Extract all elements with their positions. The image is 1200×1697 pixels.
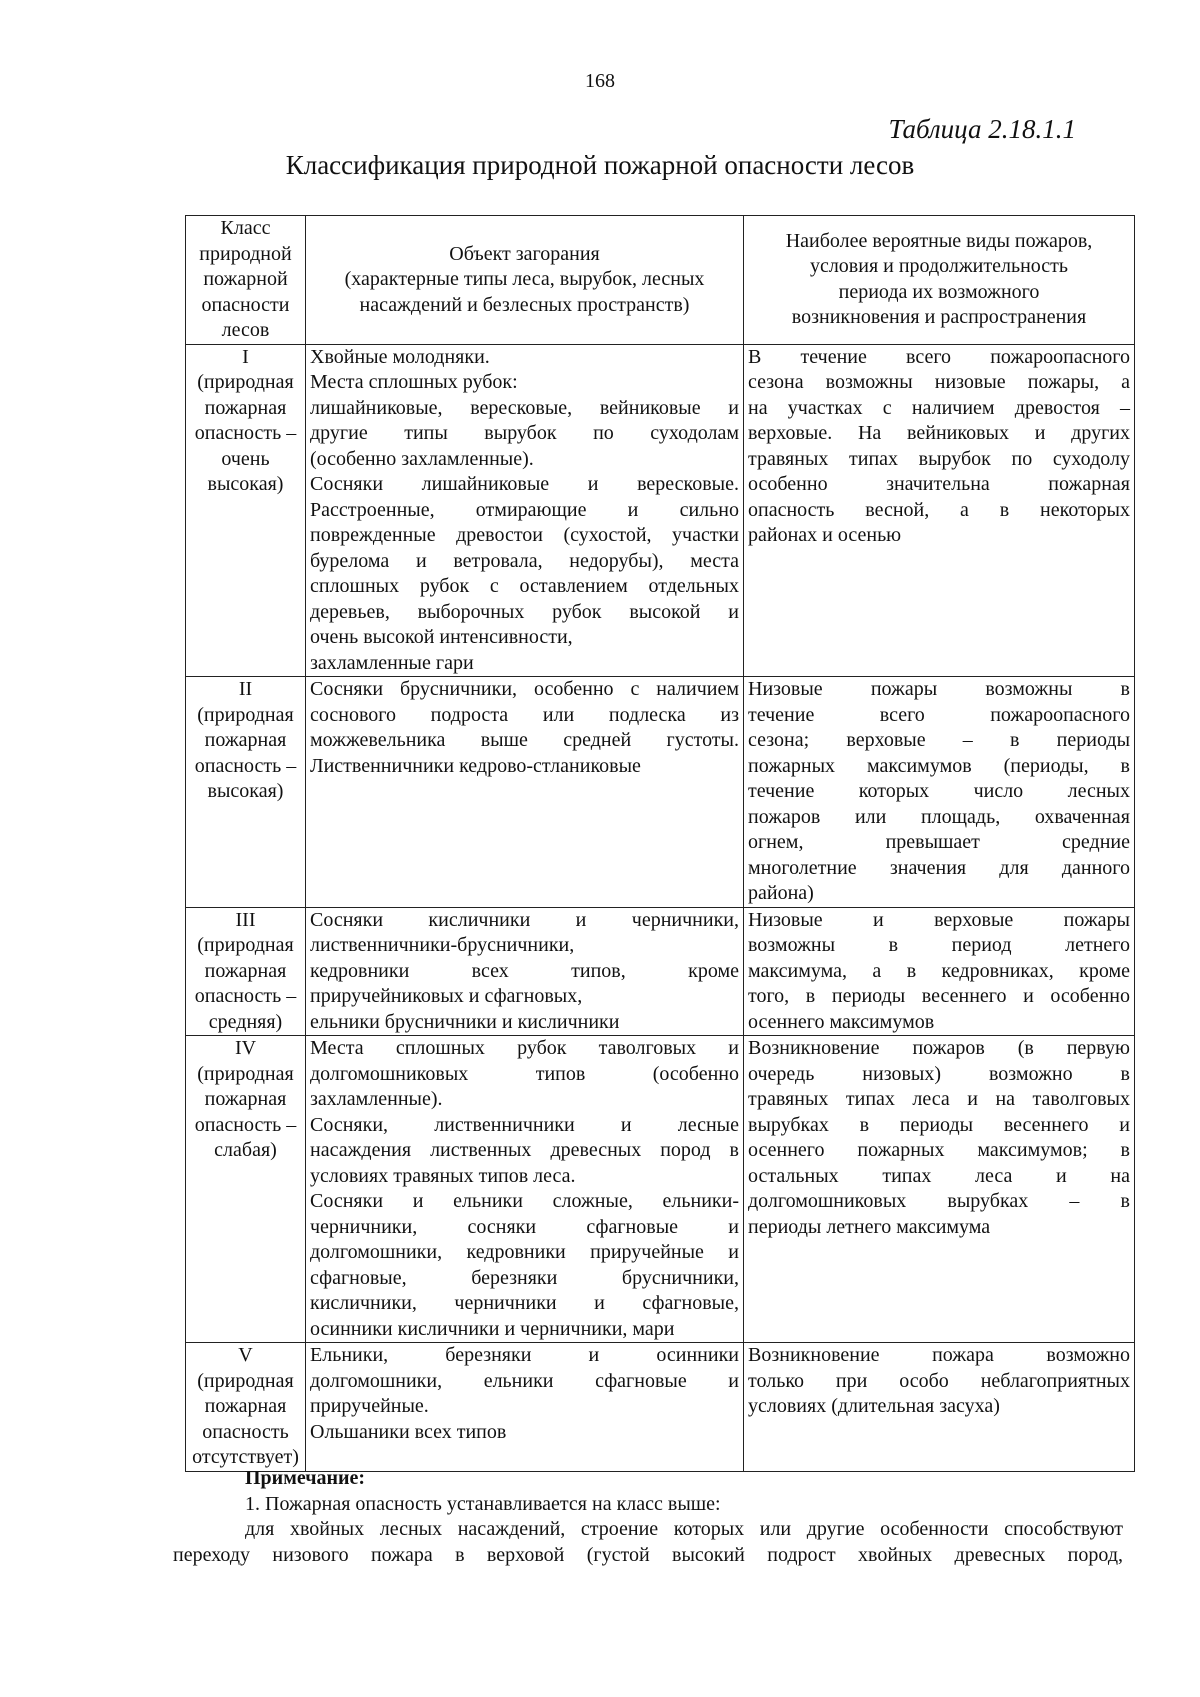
- fires-line: верховые. На вейниковых и других: [748, 422, 1130, 444]
- object-line: черничники, сосняки сфагновые и: [310, 1215, 739, 1238]
- class-line: II: [238, 678, 253, 700]
- fires-line: очередь низовых) возможно в: [748, 1062, 1130, 1085]
- row-fires-cell: [744, 677, 1135, 908]
- fires-line: течение всего пожароопасного: [748, 703, 1130, 726]
- class-line: IV: [234, 1037, 257, 1059]
- note-paragraph-line: переходу низового пожара в верховой (густой высокий подрост хвойных древесных пород,: [173, 1543, 1123, 1566]
- object-line: другие типы вырубок по суходолам: [310, 422, 739, 444]
- row-object-cell: [306, 344, 744, 677]
- fires-line: пожаров или площадь, охваченная: [748, 805, 1130, 828]
- class-line: (природная: [197, 1369, 294, 1392]
- row-object-cell: [306, 1343, 744, 1472]
- note-paragraph-line: для хвойных лесных насаждений, строение которых или другие особенности способствуют: [245, 1518, 1123, 1540]
- class-line: слабая): [214, 1139, 277, 1161]
- table-row: [186, 677, 1135, 908]
- header-class: [186, 216, 306, 345]
- header-class-line: опасности: [201, 293, 290, 316]
- fires-line: опасность весной, а в некоторых: [748, 498, 1130, 521]
- object-line: приручейниковых и сфагновых,: [310, 985, 583, 1007]
- page-number: 168: [585, 70, 615, 92]
- fires-line: долгомошниковых вырубках – в: [748, 1190, 1130, 1212]
- fires-line: района): [748, 882, 814, 904]
- object-line: приручейные.: [310, 1395, 429, 1417]
- object-line: поврежденные древостои (сухостой, участки: [310, 524, 739, 546]
- table-row: [186, 1036, 1135, 1343]
- object-line: деревьев, выборочных рубок высокой и: [310, 600, 739, 623]
- row-class-cell: [186, 1036, 306, 1343]
- object-line: долгомошники, ельники сфагновые и: [310, 1369, 739, 1392]
- object-line: Сосняки, лиственничники и лесные: [310, 1113, 739, 1136]
- class-line: опасность –: [194, 422, 297, 444]
- class-line: V: [238, 1344, 253, 1366]
- notes-heading: Примечание:: [245, 1467, 366, 1489]
- row-class-cell: [186, 907, 306, 1036]
- fires-line: травяных типах вырубок по суходолу: [748, 447, 1130, 470]
- fire-danger-table: [185, 215, 1135, 1472]
- class-line: опасность: [202, 1420, 289, 1443]
- row-fires-cell: [744, 344, 1135, 677]
- object-line: осинники кисличники и черничники, мари: [310, 1317, 675, 1340]
- class-line: I: [242, 345, 249, 368]
- class-line: (природная: [197, 703, 294, 726]
- header-class-line: пожарной: [203, 268, 288, 290]
- class-line: III: [235, 908, 256, 931]
- row-fires-cell: [744, 1343, 1135, 1472]
- header-fires-line: Наиболее вероятные виды пожаров,: [785, 229, 1093, 252]
- fires-line: пожарных максимумов (периоды, в: [748, 754, 1130, 777]
- header-fires-line: условия и продолжительность: [809, 255, 1069, 278]
- class-line: пожарная: [204, 1088, 287, 1110]
- object-line: Лиственничники кедрово-стланиковые: [310, 754, 641, 777]
- fires-line: осеннего максимумов: [748, 1010, 935, 1033]
- object-line: кедровники всех типов, кроме: [310, 959, 739, 982]
- object-line: Расстроенные, отмирающие и сильно: [310, 498, 739, 521]
- class-line: высокая): [207, 473, 284, 495]
- fires-line: условиях (длительная засуха): [748, 1395, 1000, 1417]
- object-line: Сосняки брусничники, особенно с наличием: [310, 678, 739, 700]
- fires-line: В течение всего пожароопасного: [748, 345, 1130, 368]
- class-line: (природная: [197, 934, 294, 956]
- object-line: Сосняки и ельники сложные, ельники-: [310, 1190, 739, 1212]
- fires-line: травяных типах леса и на таволговых: [748, 1088, 1130, 1110]
- object-line: ельники брусничники и кисличники: [310, 1010, 620, 1033]
- class-line: (природная: [197, 371, 294, 393]
- object-line: Места сплошных рубок:: [310, 371, 518, 393]
- object-line: Ельники, березняки и осинники: [310, 1344, 739, 1366]
- fires-line: только при особо неблагоприятных: [748, 1369, 1130, 1392]
- row-class-cell: [186, 344, 306, 677]
- class-line: опасность –: [194, 985, 297, 1007]
- object-line: сплошных рубок с оставлением отдельных: [310, 575, 739, 597]
- class-line: (природная: [197, 1062, 294, 1085]
- object-line: соснового подроста или подлеска из: [310, 703, 739, 726]
- fires-line: сезона возможны низовые пожары, а: [748, 371, 1130, 393]
- notes-section: [173, 1466, 1123, 1568]
- object-line: насаждения лиственных древесных пород в: [310, 1139, 739, 1161]
- object-line: Места сплошных рубок таволговых и: [310, 1037, 739, 1059]
- table-row: [186, 907, 1135, 1036]
- row-class-cell: [186, 677, 306, 908]
- fires-line: Возникновение пожара возможно: [748, 1344, 1130, 1366]
- class-line: опасность –: [194, 754, 297, 777]
- note-item: 1. Пожарная опасность устанавливается на класс выше:: [245, 1492, 721, 1515]
- table-header-row: [186, 216, 1135, 345]
- class-line: средняя): [208, 1010, 283, 1033]
- object-line: условиях травяных типов леса.: [310, 1164, 576, 1187]
- row-object-cell: [306, 907, 744, 1036]
- object-line: бурелома и ветровала, недорубы), места: [310, 549, 739, 572]
- fires-line: на участках с наличием древостоя –: [748, 396, 1130, 419]
- object-line: Хвойные молодняки.: [310, 345, 490, 368]
- fires-line: Возникновение пожаров (в первую: [748, 1037, 1130, 1059]
- table-label: Таблица 2.18.1.1: [888, 114, 1076, 144]
- header-class-line: Класс: [220, 217, 271, 239]
- table-row: [186, 1343, 1135, 1472]
- object-line: лиственничники-брусничники,: [310, 934, 575, 956]
- fires-line: сезона; верховые – в периоды: [748, 729, 1130, 751]
- fires-line: остальных типах леса и на: [748, 1164, 1130, 1187]
- fires-line: течение которых число лесных: [748, 780, 1130, 802]
- fires-line: огнем, превышает средние: [748, 831, 1130, 853]
- fires-line: Низовые пожары возможны в: [748, 678, 1130, 700]
- header-fires: [744, 216, 1135, 345]
- class-line: опасность –: [194, 1113, 297, 1136]
- object-line: Ольшаники всех типов: [310, 1420, 507, 1443]
- row-fires-cell: [744, 1036, 1135, 1343]
- object-line: Сосняки кисличники и черничники,: [310, 908, 739, 931]
- row-object-cell: [306, 677, 744, 908]
- class-line: отсутствует): [192, 1446, 299, 1468]
- object-line: (особенно захламленные).: [310, 447, 534, 470]
- class-line: пожарная: [204, 959, 287, 982]
- class-line: пожарная: [204, 396, 287, 419]
- fires-line: районах и осенью: [748, 524, 902, 546]
- fires-line: вырубках в периоды весеннего и: [748, 1113, 1130, 1136]
- table-title: Классификация природной пожарной опасности лесов: [285, 150, 915, 180]
- row-object-cell: [306, 1036, 744, 1343]
- row-class-cell: [186, 1343, 306, 1472]
- fires-line: периоды летнего максимума: [748, 1215, 991, 1238]
- header-fires-line: периода их возможного: [838, 280, 1040, 303]
- fires-line: максимума, а в кедровниках, кроме: [748, 959, 1130, 982]
- table-row: [186, 344, 1135, 677]
- object-line: захламленные гари: [310, 651, 474, 674]
- header-object-line: насаждений и безлесных пространств): [359, 293, 690, 316]
- header-object-line: (характерные типы леса, вырубок, лесных: [344, 268, 705, 290]
- header-object-line: Объект загорания: [449, 242, 600, 265]
- object-line: сфагновые, березняки брусничники,: [310, 1266, 739, 1289]
- object-line: захламленные).: [310, 1088, 443, 1110]
- header-class-line: природной: [199, 242, 292, 265]
- class-line: высокая): [207, 780, 284, 802]
- class-line: пожарная: [204, 729, 287, 751]
- fires-line: возможны в период летнего: [748, 934, 1130, 956]
- class-line: пожарная: [204, 1395, 287, 1417]
- object-line: долгомошниковых типов (особенно: [310, 1062, 739, 1085]
- fires-line: того, в периоды весеннего и особенно: [748, 985, 1130, 1007]
- fires-line: Низовые и верховые пожары: [748, 908, 1130, 931]
- fires-line: особенно значительна пожарная: [748, 473, 1130, 495]
- fires-line: осеннего пожарных максимумов; в: [748, 1139, 1130, 1161]
- object-line: можжевельника выше средней густоты.: [310, 729, 739, 751]
- row-fires-cell: [744, 907, 1135, 1036]
- object-line: очень высокой интенсивности,: [310, 626, 573, 648]
- header-class-line: лесов: [221, 319, 270, 341]
- object-line: кисличники, черничники и сфагновые,: [310, 1292, 739, 1314]
- class-line: очень: [221, 447, 270, 470]
- object-line: Сосняки лишайниковые и вересковые.: [310, 473, 739, 495]
- header-object: [306, 216, 744, 345]
- header-fires-line: возникновения и распространения: [791, 306, 1087, 329]
- fires-line: многолетние значения для данного: [748, 856, 1130, 879]
- object-line: долгомошники, кедровники приручейные и: [310, 1241, 739, 1263]
- object-line: лишайниковые, вересковые, вейниковые и: [310, 396, 739, 419]
